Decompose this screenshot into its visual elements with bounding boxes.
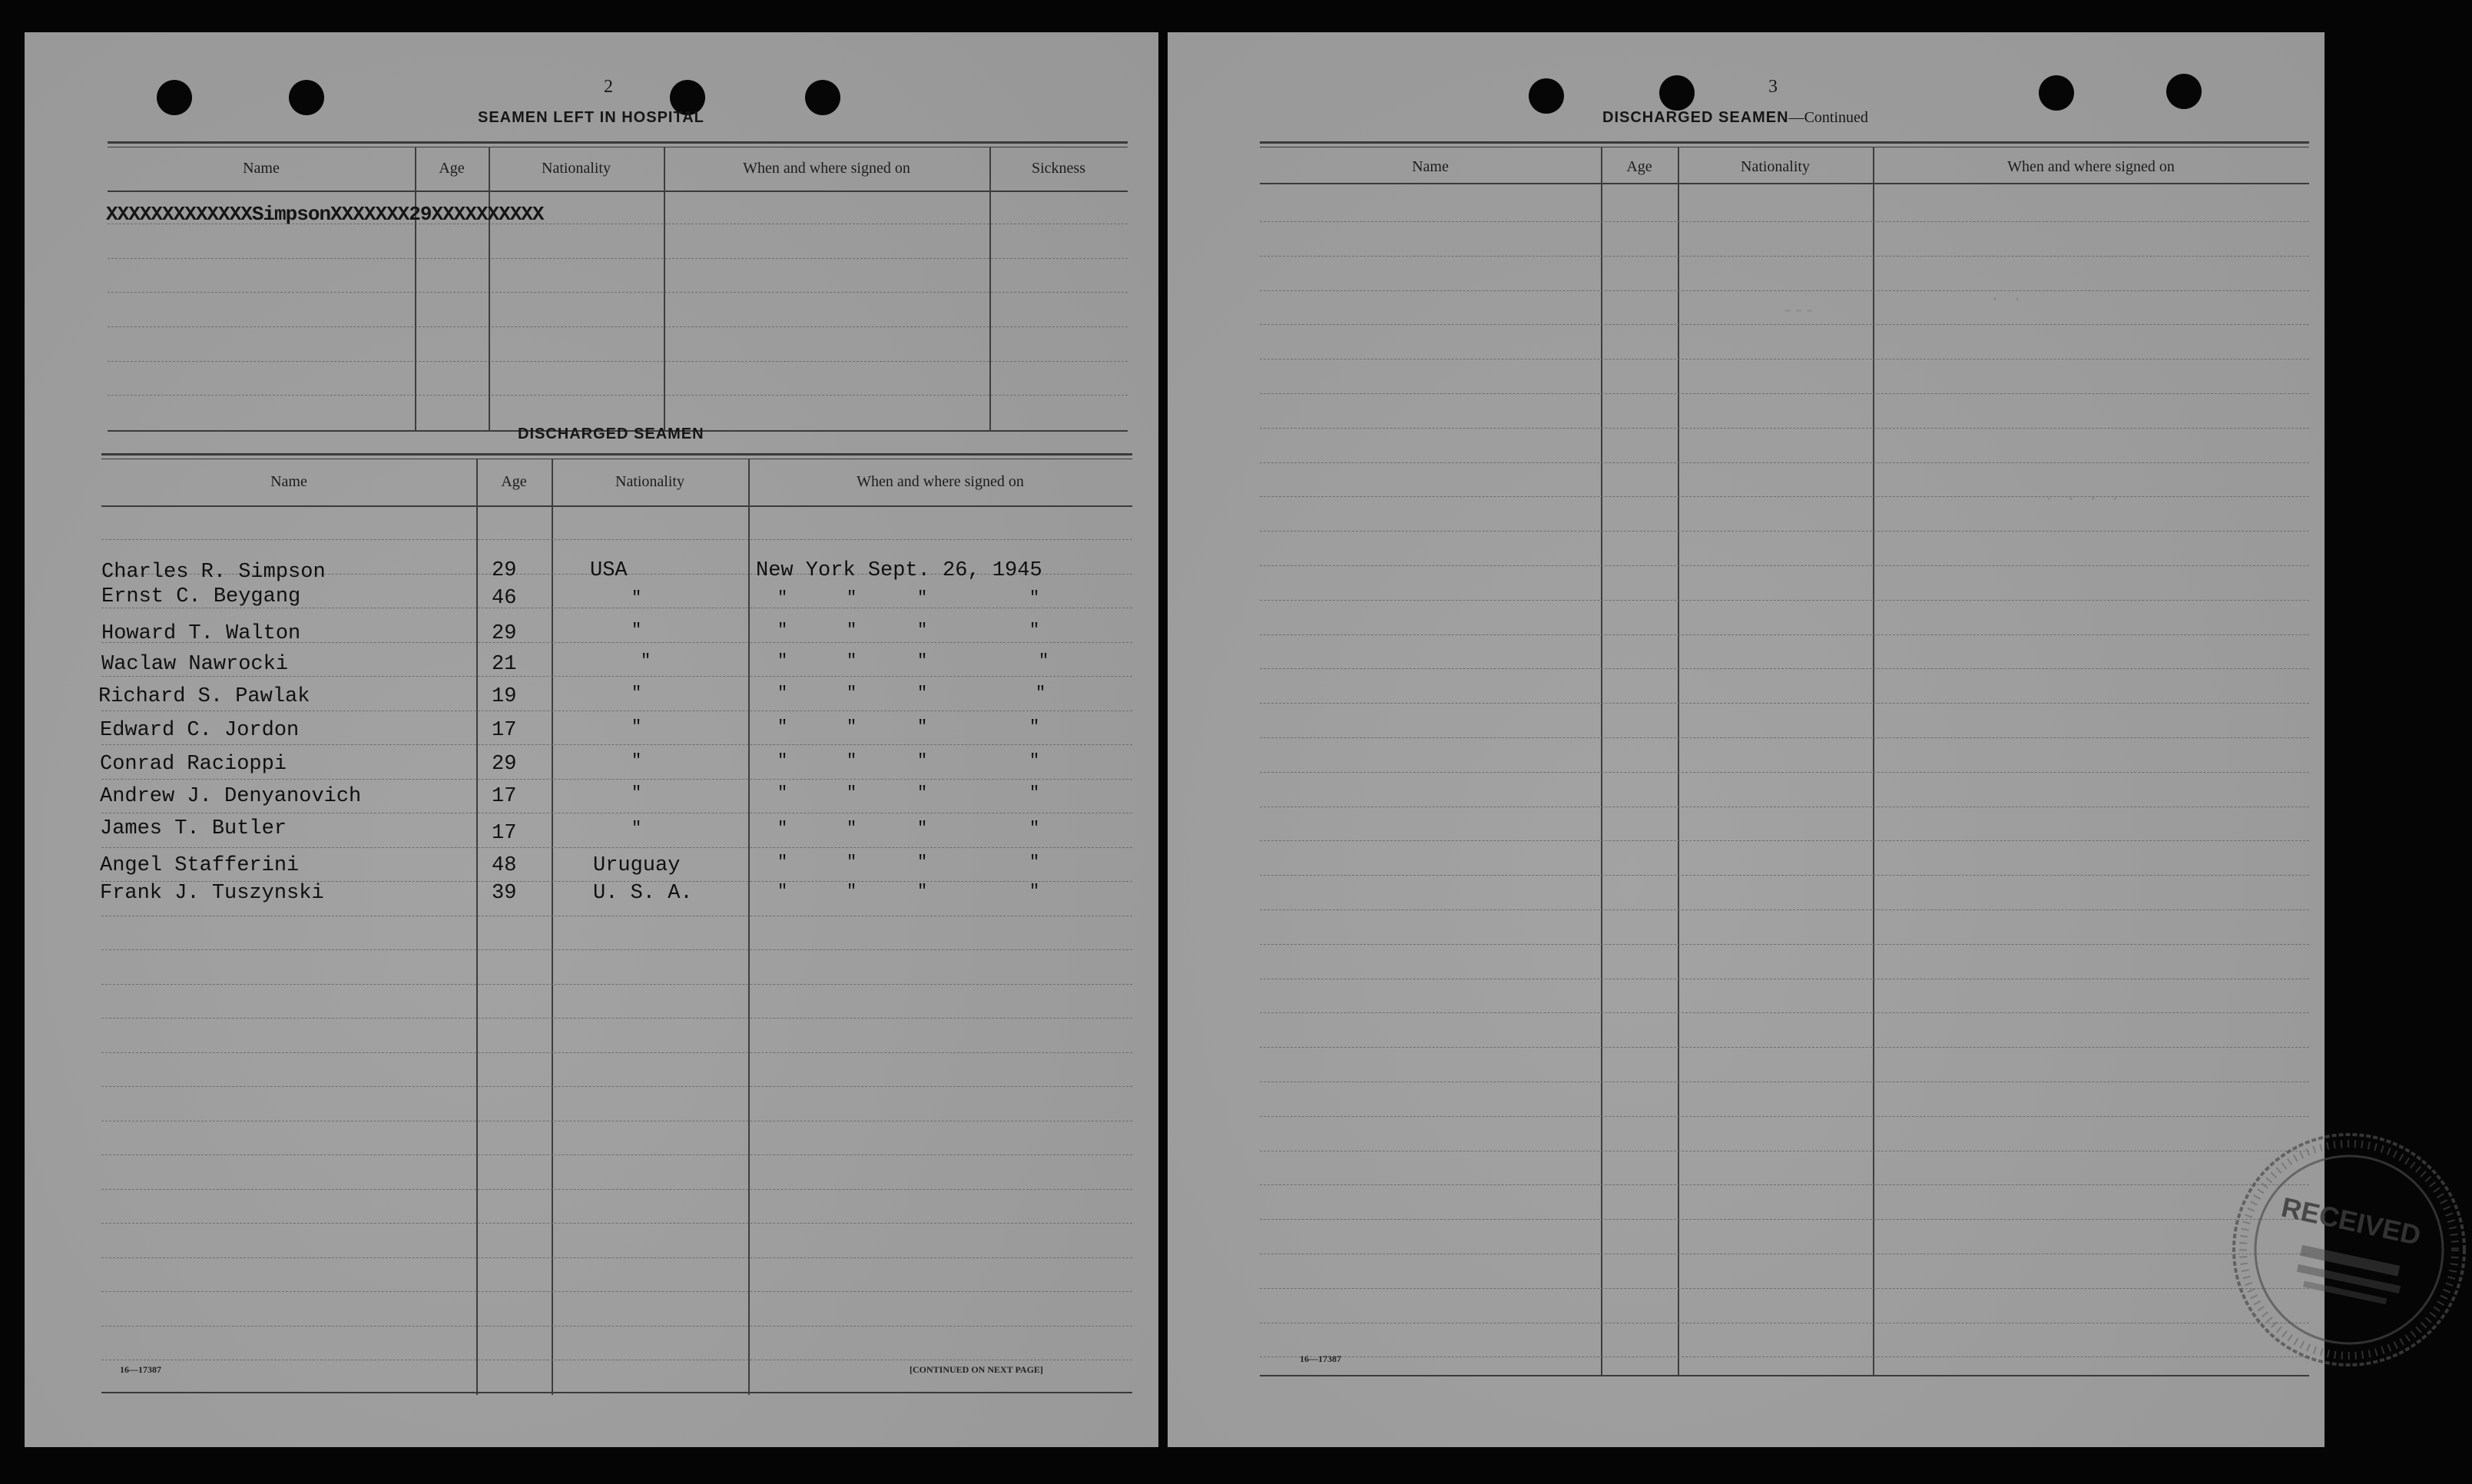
ditto-mark: "	[847, 621, 857, 640]
ruled-line	[1260, 737, 2309, 738]
left-page	[25, 32, 1158, 1447]
ditto-mark: "	[1039, 651, 1049, 671]
ditto-mark: "	[1029, 882, 1040, 901]
ruled-line	[1260, 290, 2309, 291]
ditto-mark: "	[847, 751, 857, 770]
ruled-line	[1260, 496, 2309, 497]
ditto-mark: "	[777, 651, 788, 671]
column-header-sickness: Sickness	[1032, 160, 1085, 177]
ditto-mark: "	[1029, 621, 1040, 640]
hospital-table	[108, 141, 1128, 433]
column-header-signed-on: When and where signed on	[857, 473, 1024, 490]
ruled-line	[1260, 1219, 2309, 1220]
table-bottom-line	[101, 1392, 1132, 1393]
seaman-age: 17	[492, 785, 517, 808]
column-header-age: Age	[439, 160, 465, 177]
ruled-line	[101, 949, 1132, 950]
ruled-line	[101, 1189, 1132, 1190]
seaman-age: 17	[492, 719, 517, 742]
punch-hole	[2039, 75, 2074, 111]
page-number: 3	[1768, 77, 1778, 97]
page-title-main: DISCHARGED SEAMEN	[1602, 109, 1789, 126]
seaman-name: Andrew J. Denyanovich	[100, 785, 362, 808]
seaman-name: Waclaw Nawrocki	[101, 653, 289, 676]
ditto-mark: "	[631, 717, 642, 737]
ditto-mark: "	[847, 819, 857, 838]
ruled-line	[1260, 1012, 2309, 1013]
ditto-mark: "	[631, 783, 642, 803]
ruled-line	[1260, 1116, 2309, 1117]
ruled-line	[1260, 840, 2309, 841]
ruled-line	[101, 1086, 1132, 1087]
seaman-signed-on: New York Sept. 26, 1945	[756, 559, 1042, 582]
seaman-name: James T. Butler	[100, 817, 287, 840]
continued-note: [CONTINUED ON NEXT PAGE]	[910, 1364, 1043, 1375]
seaman-age: 17	[492, 822, 517, 845]
form-number: 16—17387	[1300, 1353, 1341, 1364]
ditto-mark: "	[1029, 819, 1040, 838]
seaman-name: Edward C. Jordon	[100, 719, 300, 742]
seaman-name: Conrad Racioppi	[100, 753, 287, 776]
ditto-mark: "	[777, 684, 788, 703]
punch-hole	[805, 80, 840, 115]
ruled-line	[1260, 772, 2309, 773]
hospital-section-title: SEAMEN LEFT IN HOSPITAL	[478, 109, 704, 126]
ditto-mark: "	[917, 651, 928, 671]
ditto-mark: "	[847, 684, 857, 703]
ruled-line	[101, 1018, 1132, 1019]
ditto-mark: "	[631, 621, 642, 640]
column-header-nationality: Nationality	[542, 160, 611, 177]
discharged-table	[98, 453, 1132, 1396]
punch-hole	[1529, 78, 1564, 114]
ruled-line	[1260, 1356, 2309, 1357]
ditto-mark: "	[847, 651, 857, 671]
seaman-nationality: U. S. A.	[593, 882, 693, 905]
ditto-mark: "	[777, 588, 788, 608]
seaman-age: 29	[492, 622, 517, 645]
ditto-mark: "	[641, 651, 651, 671]
discharged-section-title: DISCHARGED SEAMEN	[518, 426, 704, 442]
punch-hole	[289, 80, 324, 115]
ruled-line	[1260, 462, 2309, 463]
column-header-signed-on: When and where signed on	[743, 160, 910, 177]
ditto-mark: "	[1029, 717, 1040, 737]
ruled-line	[1260, 944, 2309, 945]
ditto-mark: "	[917, 783, 928, 803]
ditto-mark: "	[1036, 684, 1046, 703]
ditto-mark: "	[1029, 783, 1040, 803]
ruled-line	[101, 779, 1132, 780]
seaman-age: 19	[492, 685, 517, 708]
ditto-mark: "	[631, 684, 642, 703]
form-number: 16—17387	[120, 1364, 161, 1375]
received-stamp	[2226, 1123, 2472, 1376]
ruled-line	[1260, 634, 2309, 635]
ruled-line	[101, 1154, 1132, 1155]
column-header-age: Age	[501, 473, 527, 490]
ruled-line	[1260, 1047, 2309, 1048]
ditto-mark: "	[1029, 588, 1040, 608]
ditto-mark: "	[917, 684, 928, 703]
seaman-nationality: USA	[590, 559, 628, 582]
seaman-age: 39	[492, 882, 517, 905]
seaman-name: Charles R. Simpson	[101, 561, 326, 584]
ditto-mark: "	[917, 882, 928, 901]
ditto-mark: "	[631, 751, 642, 770]
ruled-line	[101, 1326, 1132, 1327]
ruled-line	[1260, 324, 2309, 325]
punch-hole	[1659, 75, 1695, 111]
right-page	[1168, 32, 2424, 1447]
seaman-age: 21	[492, 653, 517, 676]
seaman-nationality: Uruguay	[593, 854, 681, 877]
ruled-line	[1260, 909, 2309, 910]
ditto-mark: "	[917, 588, 928, 608]
column-header-name: Name	[1412, 158, 1449, 175]
ditto-mark: "	[777, 621, 788, 640]
ditto-mark: "	[777, 882, 788, 901]
ditto-mark: "	[631, 819, 642, 838]
ruled-line	[1260, 668, 2309, 669]
ruled-line	[101, 1223, 1132, 1224]
column-header-name: Name	[243, 160, 280, 177]
struck-out-entry: XXXXXXXXXXXXXSimpsonXXXXXXX29XXXXXXXXXX	[106, 203, 544, 226]
ditto-mark: "	[777, 783, 788, 803]
ruled-line	[1260, 531, 2309, 532]
page-title	[1602, 109, 1868, 127]
ruled-line	[1260, 393, 2309, 394]
column-header-name: Name	[270, 473, 307, 490]
ruled-line	[101, 676, 1132, 677]
ruled-line	[1260, 703, 2309, 704]
ditto-mark: "	[917, 819, 928, 838]
ruled-line	[1260, 565, 2309, 566]
discharged-continued-table	[1260, 141, 2309, 1380]
ditto-mark: "	[847, 783, 857, 803]
ruled-line	[101, 1052, 1132, 1053]
ditto-mark: "	[1029, 751, 1040, 770]
seaman-age: 46	[492, 587, 517, 610]
ditto-mark: "	[777, 819, 788, 838]
bleed-through-mark: . . . .	[2043, 485, 2121, 506]
ruled-line	[1260, 1288, 2309, 1289]
ruled-line	[101, 984, 1132, 985]
seaman-name: Richard S. Pawlak	[98, 685, 310, 708]
seaman-age: 48	[492, 854, 517, 877]
ruled-line	[1260, 600, 2309, 601]
seaman-age: 29	[492, 559, 517, 582]
column-header-nationality: Nationality	[615, 473, 684, 490]
punch-hole	[2166, 74, 2202, 109]
column-header-nationality: Nationality	[1741, 158, 1810, 175]
seaman-name: Howard T. Walton	[101, 622, 301, 645]
ditto-mark: "	[917, 751, 928, 770]
ruled-line	[1260, 428, 2309, 429]
column-header-age: Age	[1626, 158, 1652, 175]
ruled-line	[101, 847, 1132, 848]
seaman-name: Ernst C. Beygang	[101, 585, 301, 608]
seaman-name: Frank J. Tuszynski	[100, 882, 324, 905]
page-title-suffix: —Continued	[1788, 109, 1868, 126]
ditto-mark: "	[631, 588, 642, 608]
ditto-mark: "	[917, 621, 928, 640]
table-bottom-line	[1260, 1375, 2309, 1376]
ruled-line	[1260, 256, 2309, 257]
ditto-mark: "	[847, 853, 857, 872]
ditto-mark: "	[917, 717, 928, 737]
column-header-signed-on: When and where signed on	[2007, 158, 2175, 175]
ditto-mark: "	[847, 588, 857, 608]
stamp-label: RECEIVED	[2278, 1191, 2424, 1251]
ditto-mark: "	[917, 853, 928, 872]
ruled-line	[1260, 875, 2309, 876]
ruled-line	[101, 1291, 1132, 1292]
seaman-name: Angel Stafferini	[100, 854, 300, 877]
ruled-line	[1260, 1184, 2309, 1185]
ditto-mark: "	[777, 853, 788, 872]
ruled-line	[101, 744, 1132, 745]
ditto-mark: "	[847, 717, 857, 737]
ditto-mark: "	[777, 751, 788, 770]
ruled-line	[1260, 221, 2309, 222]
ruled-line	[101, 539, 1132, 540]
ruled-line	[101, 1257, 1132, 1258]
page-number: 2	[604, 77, 613, 97]
ditto-mark: "	[777, 717, 788, 737]
bleed-through-mark: ---	[1782, 301, 1816, 322]
ditto-mark: "	[847, 882, 857, 901]
punch-hole	[157, 80, 192, 115]
seaman-age: 29	[492, 753, 517, 776]
ditto-mark: "	[1029, 853, 1040, 872]
bleed-through-mark: . .	[1990, 286, 2023, 306]
